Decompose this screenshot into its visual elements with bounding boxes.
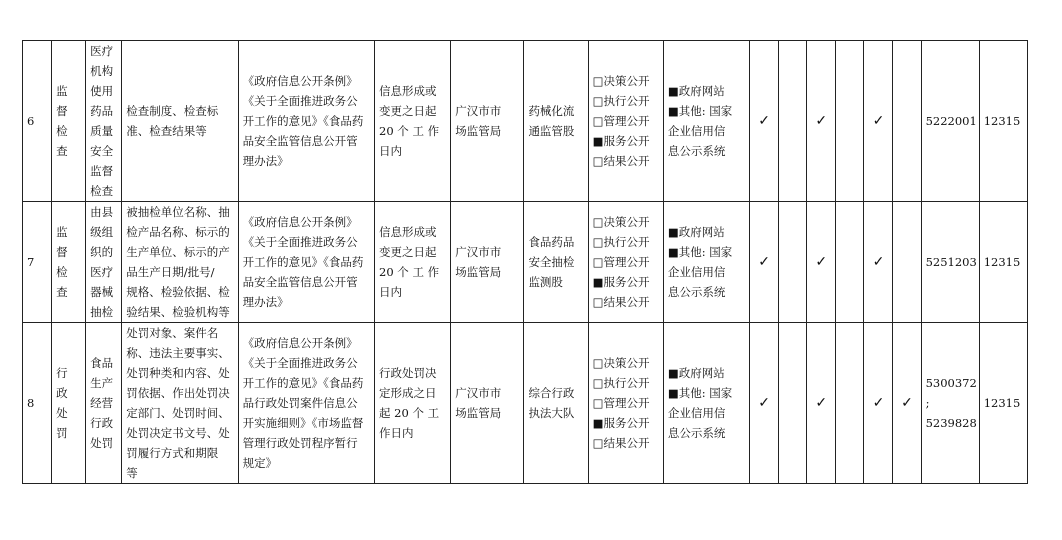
basis-cell-line: 理办法》 xyxy=(242,154,289,168)
item-cell-line: 处罚 xyxy=(90,436,114,450)
category-cell-line: 检 xyxy=(56,265,68,279)
channel-cell xyxy=(663,41,749,202)
basis-cell-line: 《关于全面推进政务公 xyxy=(242,356,358,370)
content-cell-line: 称、违法主要事实、 xyxy=(126,346,230,360)
item-cell-line: 行政 xyxy=(90,416,114,430)
basis-cell-line: 《政府信息公开条例》 xyxy=(242,74,358,88)
responsible-cell-line: 食品药品 xyxy=(528,235,575,249)
scope-cell-line: □执行公开 xyxy=(592,376,650,390)
subject-cell xyxy=(451,323,524,484)
content-cell-line: 罚依据、作出处罚决 xyxy=(126,386,230,400)
basis-cell-line: 品安全监管信息公开管 xyxy=(242,275,358,289)
category-cell-line: 检 xyxy=(56,124,68,138)
table-row xyxy=(23,41,1028,202)
item-cell-line: 经营 xyxy=(90,396,114,410)
item-cell-line: 安全 xyxy=(90,144,114,158)
responsible-cell-line: 药械化流 xyxy=(528,104,575,118)
time-limit-cell-line: 变更之日起 xyxy=(379,245,437,259)
scope-cell-line: □管理公开 xyxy=(592,114,650,128)
checkmark-icon: ✓ xyxy=(815,113,828,129)
content-cell-line: 规格、检验依据、检 xyxy=(126,285,230,299)
basis-cell-line: 《关于全面推进政务公 xyxy=(242,235,358,249)
content-cell xyxy=(122,202,238,323)
table-row xyxy=(23,202,1028,323)
check-cell xyxy=(779,202,807,323)
channel-cell-line: ■其他: 国家 xyxy=(667,386,733,400)
check-cell xyxy=(836,323,864,484)
scope-cell xyxy=(588,41,663,202)
check-cell xyxy=(864,41,893,202)
check-cell xyxy=(864,323,893,484)
item-cell-line: 医疗 xyxy=(90,44,114,58)
basis-cell-line: 品安全监管信息公开管 xyxy=(242,134,358,148)
scope-cell-line: □决策公开 xyxy=(592,215,650,229)
check-cell xyxy=(807,41,836,202)
scope-cell-line: □执行公开 xyxy=(592,235,650,249)
time-limit-cell-line: 20 个 工 作 xyxy=(379,124,440,138)
item-cell xyxy=(86,41,122,202)
category-cell-line: 政 xyxy=(56,386,68,400)
content-cell-line: 生产单位、标示的产 xyxy=(126,245,230,259)
channel-cell-line: 企业信用信 xyxy=(667,265,726,279)
basis-cell-line: 开工作的意见》《食品药 xyxy=(242,255,364,269)
content-cell xyxy=(122,323,238,484)
subject-cell xyxy=(451,202,524,323)
check-cell xyxy=(779,323,807,484)
basis-cell xyxy=(238,41,374,202)
item-cell-line: 生产 xyxy=(90,376,114,390)
scope-cell-line: □结果公开 xyxy=(592,295,650,309)
hotline-cell: 12315 xyxy=(979,41,1027,202)
item-cell-line: 机构 xyxy=(90,64,114,78)
subject-cell-line: 场监管局 xyxy=(455,124,502,138)
phone-cell-line: ; xyxy=(925,396,930,410)
checkmark-icon: ✓ xyxy=(758,395,770,411)
basis-cell-line: 《政府信息公开条例》 xyxy=(242,215,358,229)
category-cell-line: 监 xyxy=(56,84,68,98)
content-cell xyxy=(122,41,238,202)
channel-cell-line: 息公示系统 xyxy=(667,426,726,440)
time-limit-cell-line: 信息形成或 xyxy=(379,225,437,239)
scope-cell-line: □结果公开 xyxy=(592,154,650,168)
item-cell-line: 器械 xyxy=(90,285,114,299)
responsible-cell xyxy=(524,323,588,484)
basis-cell-line: 开工作的意见》《食品药 xyxy=(242,114,364,128)
content-cell-line: 处罚对象、案件名 xyxy=(126,326,219,340)
responsible-cell-line: 综合行政 xyxy=(528,386,575,400)
scope-cell-line: □管理公开 xyxy=(592,396,650,410)
check-cell xyxy=(836,41,864,202)
channel-cell-line: ■其他: 国家 xyxy=(667,104,733,118)
hotline-cell: 12315 xyxy=(979,323,1027,484)
check-cell xyxy=(836,202,864,323)
time-limit-cell-line: 定形成之日 xyxy=(379,386,437,400)
checkmark-icon: ✓ xyxy=(872,113,885,129)
time-limit-cell-line: 起 20 个 工 xyxy=(379,406,440,420)
subject-cell-line: 场监管局 xyxy=(455,406,502,420)
channel-cell-line: 企业信用信 xyxy=(667,406,726,420)
content-cell-line: 处罚决定书文号、处 xyxy=(126,426,230,440)
check-cell xyxy=(750,41,779,202)
time-limit-cell-line: 信息形成或 xyxy=(379,84,437,98)
basis-cell-line: 《关于全面推进政务公 xyxy=(242,94,358,108)
check-cell xyxy=(893,41,921,202)
basis-cell-line: 品行政处罚案件信息公 xyxy=(242,396,358,410)
responsible-cell xyxy=(524,41,588,202)
time-limit-cell xyxy=(375,202,451,323)
item-cell xyxy=(86,323,122,484)
content-cell-line: 检产品名称、标示的 xyxy=(126,225,230,239)
item-cell-line: 织的 xyxy=(90,245,114,259)
table-body xyxy=(23,41,1028,484)
category-cell xyxy=(52,41,86,202)
time-limit-cell-line: 变更之日起 xyxy=(379,104,437,118)
scope-cell-line: □决策公开 xyxy=(592,74,650,88)
check-cell xyxy=(807,323,836,484)
phone-cell-line: 5251203 xyxy=(925,255,977,269)
content-cell-line: 处罚种类和内容、处 xyxy=(126,366,230,380)
time-limit-cell-line: 行政处罚决 xyxy=(379,366,437,380)
category-cell xyxy=(52,323,86,484)
checkmark-icon: ✓ xyxy=(758,254,770,270)
category-cell-line: 处 xyxy=(56,406,68,420)
basis-cell xyxy=(238,202,374,323)
channel-cell-line: 息公示系统 xyxy=(667,285,726,299)
category-cell-line: 督 xyxy=(56,104,68,118)
time-limit-cell-line: 日内 xyxy=(379,285,403,299)
content-cell-line: 验结果、检验机构等 xyxy=(126,305,230,319)
check-cell xyxy=(750,202,779,323)
item-cell-line: 食品 xyxy=(90,356,114,370)
scope-cell-line: □管理公开 xyxy=(592,255,650,269)
scope-cell-line: □执行公开 xyxy=(592,94,650,108)
time-limit-cell-line: 20 个 工 作 xyxy=(379,265,440,279)
scope-cell-line: □结果公开 xyxy=(592,436,650,450)
channel-cell xyxy=(663,323,749,484)
row-index-cell: 6 xyxy=(23,41,52,202)
category-cell-line: 查 xyxy=(56,144,68,158)
content-cell-line: 罚履行方式和期限 xyxy=(126,446,219,460)
channel-cell-line: ■政府网站 xyxy=(667,84,725,98)
checkmark-icon: ✓ xyxy=(815,254,828,270)
disclosure-table xyxy=(22,40,1028,484)
check-cell xyxy=(893,202,921,323)
subject-cell-line: 广汉市市 xyxy=(455,245,502,259)
responsible-cell xyxy=(524,202,588,323)
item-cell-line: 由县 xyxy=(90,205,114,219)
check-cell xyxy=(864,202,893,323)
responsible-cell-line: 安全抽检 xyxy=(528,255,575,269)
checkmark-icon: ✓ xyxy=(872,254,885,270)
time-limit-cell-line: 作日内 xyxy=(379,426,414,440)
responsible-cell-line: 监测股 xyxy=(528,275,563,289)
content-cell-line: 定部门、处罚时间、 xyxy=(126,406,230,420)
item-cell-line: 级组 xyxy=(90,225,114,239)
scope-cell-line: ■服务公开 xyxy=(592,275,650,289)
basis-cell-line: 《政府信息公开条例》 xyxy=(242,336,358,350)
hotline-cell: 12315 xyxy=(979,202,1027,323)
phone-cell xyxy=(921,323,979,484)
scope-cell xyxy=(588,323,663,484)
basis-cell xyxy=(238,323,374,484)
row-index-cell: 8 xyxy=(23,323,52,484)
item-cell-line: 药品 xyxy=(90,104,114,118)
check-cell xyxy=(779,41,807,202)
table-row xyxy=(23,323,1028,484)
responsible-cell-line: 执法大队 xyxy=(528,406,575,420)
channel-cell-line: ■政府网站 xyxy=(667,366,725,380)
scope-cell-line: ■服务公开 xyxy=(592,416,650,430)
time-limit-cell xyxy=(375,41,451,202)
category-cell-line: 行 xyxy=(56,366,68,380)
channel-cell xyxy=(663,202,749,323)
item-cell-line: 检查 xyxy=(90,184,114,198)
row-index-cell: 7 xyxy=(23,202,52,323)
time-limit-cell-line: 日内 xyxy=(379,144,403,158)
scope-cell xyxy=(588,202,663,323)
check-cell xyxy=(807,202,836,323)
checkmark-icon: ✓ xyxy=(901,395,913,411)
check-cell xyxy=(750,323,779,484)
subject-cell-line: 广汉市市 xyxy=(455,386,502,400)
basis-cell-line: 管理行政处罚程序暂行 xyxy=(242,436,358,450)
subject-cell-line: 广汉市市 xyxy=(455,104,502,118)
phone-cell xyxy=(921,202,979,323)
content-cell-line: 被抽检单位名称、抽 xyxy=(126,205,230,219)
item-cell-line: 质量 xyxy=(90,124,114,138)
item-cell-line: 监督 xyxy=(90,164,114,178)
basis-cell-line: 规定》 xyxy=(242,456,278,470)
checkmark-icon: ✓ xyxy=(758,113,770,129)
phone-cell xyxy=(921,41,979,202)
basis-cell-line: 理办法》 xyxy=(242,295,289,309)
scope-cell-line: ■服务公开 xyxy=(592,134,650,148)
category-cell xyxy=(52,202,86,323)
item-cell-line: 医疗 xyxy=(90,265,114,279)
item-cell-line: 使用 xyxy=(90,84,114,98)
item-cell-line: 抽检 xyxy=(90,305,114,319)
content-cell-line: 准、检查结果等 xyxy=(126,124,207,138)
checkmark-icon: ✓ xyxy=(872,395,885,411)
scope-cell-line: □决策公开 xyxy=(592,356,650,370)
check-cell xyxy=(893,323,921,484)
basis-cell-line: 开实施细则》《市场监督 xyxy=(242,416,364,430)
phone-cell-line: 5300372 xyxy=(925,376,977,390)
category-cell-line: 督 xyxy=(56,245,68,259)
content-cell-line: 检查制度、检查标 xyxy=(126,104,219,118)
phone-cell-line: 5222001 xyxy=(925,114,977,128)
checkmark-icon: ✓ xyxy=(815,395,828,411)
subject-cell xyxy=(451,41,524,202)
channel-cell-line: 企业信用信 xyxy=(667,124,726,138)
content-cell-line: 品生产日期/批号/ xyxy=(126,265,215,279)
phone-cell-line: 5239828 xyxy=(925,416,977,430)
category-cell-line: 罚 xyxy=(56,426,68,440)
category-cell-line: 监 xyxy=(56,225,68,239)
channel-cell-line: ■其他: 国家 xyxy=(667,245,733,259)
responsible-cell-line: 通监管股 xyxy=(528,124,575,138)
subject-cell-line: 场监管局 xyxy=(455,265,502,279)
basis-cell-line: 开工作的意见》《食品药 xyxy=(242,376,364,390)
channel-cell-line: ■政府网站 xyxy=(667,225,725,239)
item-cell xyxy=(86,202,122,323)
channel-cell-line: 息公示系统 xyxy=(667,144,726,158)
time-limit-cell xyxy=(375,323,451,484)
category-cell-line: 查 xyxy=(56,285,68,299)
content-cell-line: 等 xyxy=(126,466,138,480)
